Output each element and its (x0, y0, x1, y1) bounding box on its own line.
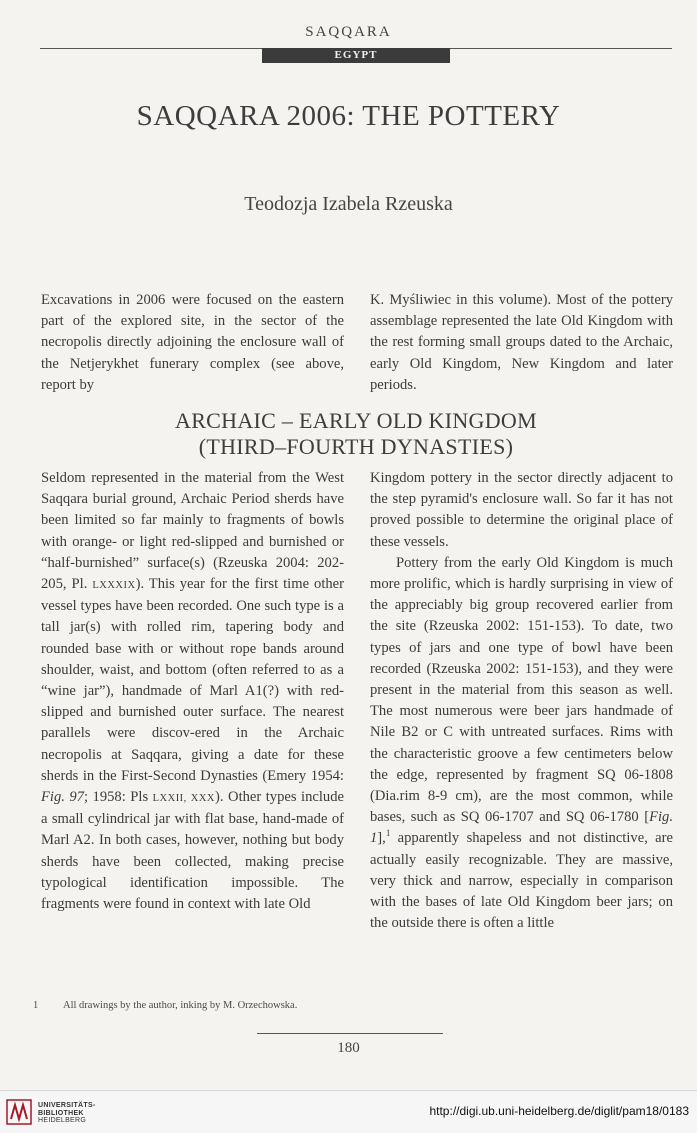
text-run: apparently shapeless and not distinctive, are actually easily recognizable. They are massive, very thick and narrow, especially in comparison with the bases of late Old Kingdom beer jars; on the outside there is often a little (370, 830, 673, 932)
text-run: ). This year for the first time other vessel types have been recorded. One such type is a tall jar(s) with rolled rim, tapering body and rounded base with or without rope bands around shoulder, waist, and bottom (often referred to as a “wine jar”), handmade of Marl A1(?) with red-slipped and burnished outer surface. The nearest parallels were discov-ered in the Archaic necropolis at Saqqara, giving a date for these sherds in the First-Second Dynasties (Emery 1954: (41, 576, 345, 784)
footnote-marker: 1 (385, 828, 391, 839)
figure-reference: Fig. 97 (41, 789, 84, 806)
digital-library-footer (0, 1090, 697, 1133)
intro-paragraph-right: K. Myśliwiec in this volume). Most of the pottery assemblage represented the late Old Kingdom with the rest forming small groups dated to the Archaic, early Old Kingdom, New Kingdom and later periods. (370, 292, 673, 393)
body-left-column (41, 468, 344, 915)
library-logo-text (38, 1102, 96, 1125)
article-author: Teodozja Izabela Rzeuska (244, 193, 453, 215)
text-run: ; 1958: Pls (84, 789, 153, 806)
library-logo-icon (6, 1099, 32, 1125)
footnote (33, 1000, 433, 1011)
logo-line: HEIDELBERG (38, 1117, 87, 1124)
section-heading-line2: (THIRD–FOURTH DYNASTIES) (198, 434, 514, 459)
footnote-text: All drawings by the author, inking by M. Orzechowska. (63, 1000, 298, 1011)
body-paragraph (41, 468, 344, 915)
small-caps-run: LXXII, XXX (152, 793, 216, 805)
body-right-column (370, 468, 673, 934)
intro-paragraph-left: Excavations in 2006 were focused on the eastern part of the explored site, in the sector of the necropolis directly adjoining the enclosure wall of the Netjerykhet funerary complex (see above, report by (41, 292, 344, 393)
body-paragraph (370, 553, 673, 935)
intro-right-column (370, 290, 673, 396)
page-number: 180 (337, 1040, 360, 1056)
section-label: EGYPT (262, 48, 450, 63)
footnote-number: 1 (33, 1000, 39, 1011)
body-paragraph: Kingdom pottery in the sector directly adjacent to the step pyramid's enclosure wall. So far it has not proved possible to determine the original place of these vessels. (370, 470, 673, 550)
running-head: SAQQARA (305, 24, 392, 40)
footer-rule (257, 1033, 443, 1034)
text-run: ). Other types include a small cylindrical jar with flat base, hand-made of Marl A2. In both cases, however, nothing but body sherds have been collected, making precise typological identification impossible. The fragments were found in context with late Old (41, 789, 344, 913)
intro-left-column (41, 290, 344, 396)
text-run: Pottery from the early Old Kingdom is much more prolific, which is hardly surprising in view of the appreciably big group recovered earlier from the site (Rzeuska 2002: 151-153). To date, two types of jars and one type of bowl have been recorded (Rzeuska 2002: 151-153), and they were present in the material from this season as well. The most numerous were beer jars handmade of Nile B2 or C with untreated surfaces. Rims with the characteristic groove a few centimeters below the edge, represented by fragment SQ 06-1808 (Dia.rim 8-9 cm), are the most common, while bases, such as SQ 06-1707 and SQ 06-1780 [ (370, 554, 673, 826)
logo-line: BIBLIOTHEK (38, 1109, 84, 1117)
small-caps-run: LXXXIX (92, 580, 136, 592)
source-url-link[interactable]: http://digi.ub.uni-heidelberg.de/diglit/pam18/0183 (429, 1104, 689, 1118)
text-run: Seldom represented in the material from the West Saqqara burial ground, Archaic Period sherds have been limited so far mainly to fragments of bowls with orange- or light red-slipped and burnished or “half-burnished” surface(s) (Rzeuska 2004: 202-205, Pl. (41, 470, 344, 593)
section-heading-line1: ARCHAIC – EARLY OLD KINGDOM (175, 408, 537, 433)
article-title: SAQQARA 2006: THE POTTERY (136, 100, 561, 132)
logo-line: UNIVERSITÄTS- (38, 1102, 96, 1109)
section-heading (0, 408, 697, 460)
text-run: ], (377, 830, 386, 847)
figure-reference: Fig. 1 (370, 809, 673, 847)
